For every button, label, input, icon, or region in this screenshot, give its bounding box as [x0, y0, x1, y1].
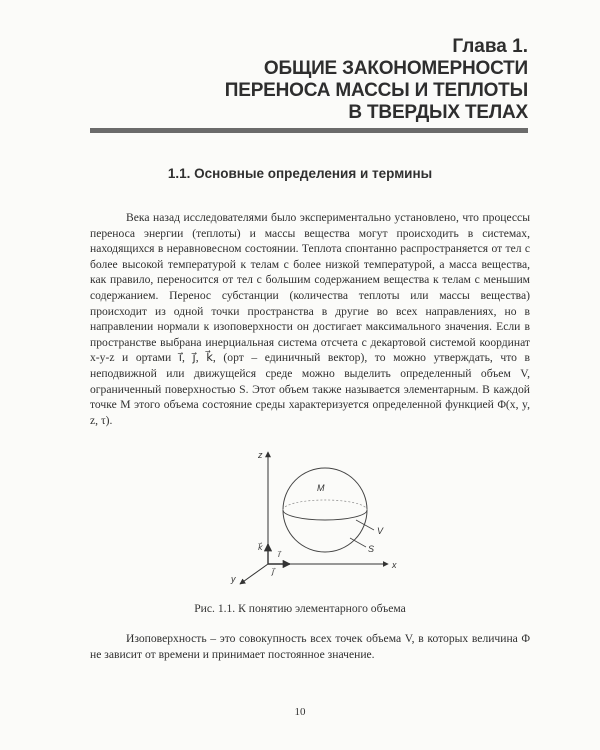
v-label: V: [377, 526, 384, 536]
sphere-equator-front: [283, 510, 367, 520]
paragraph-isosurface: Изоповерхность – это совокупность всех точек объема V, в которых величина Φ не зависит от времени и принимает постоянное значение.: [90, 632, 530, 661]
paragraph-intro: Века назад исследователями было экспериментально установлено, что процессы переноса энергии (теплоты) и массы вещества могут происходить в системах, находящихся в неравновесном состоянии. Теплота спонтанно распространяется от тел с более высокой температурой к телам с более низкой температурой, а масса вещества, как правило, переносится от тел с большим содержанием вещества к телам с меньшим содержанием. Перенос субстанции (количества теплоты или массы вещества) происходит из одной точки пространства в другие во всех направлениях, но в направлении нормали к изоповерхности он достигает максимального значения. Если в пространстве выбрана инерциальная система отсчета с декартовой системой координат x-y-z и ортами i⃗, j⃗, k⃗, (орт – единичный вектор), то можно утверждать, что в неподвижной или движущейся среде можно выделить определенный объем V, ограниченный поверхностью S. Этот объем также называется элементарным. В каждой точке M этого объема состояние среды характеризуется определенной функцией Φ(x, y, z, τ).: [90, 211, 530, 427]
chapter-title-line-3: В ТВЕРДЫХ ТЕЛАХ: [348, 102, 528, 123]
j-label: j⃗: [272, 567, 275, 576]
heading-rule: [90, 128, 528, 133]
chapter-heading: [88, 36, 528, 124]
s-label: S: [368, 544, 375, 554]
figure-caption: Рис. 1.1. К понятию элементарного объема: [194, 602, 406, 615]
chapter-number: Глава 1.: [452, 36, 528, 57]
y-axis: [240, 564, 268, 584]
chapter-title-line-2: ПЕРЕНОСА МАССЫ И ТЕПЛОТЫ: [224, 80, 528, 101]
section-title: 1.1. Основные определения и термины: [167, 166, 433, 181]
k-label: k⃗: [258, 543, 263, 552]
i-label: i⃗: [278, 550, 281, 559]
page-number: 10: [294, 706, 306, 718]
m-label: M: [317, 483, 325, 493]
chapter-title-line-1: ОБЩИЕ ЗАКОНОМЕРНОСТИ: [263, 58, 528, 79]
sphere-equator-back: [283, 500, 367, 510]
y-label: y: [231, 574, 236, 584]
elementary-volume-figure: [220, 446, 410, 592]
x-label: x: [392, 560, 397, 570]
sphere-surface: [283, 468, 367, 552]
z-label: z: [258, 450, 263, 460]
s-leader: [350, 538, 366, 547]
